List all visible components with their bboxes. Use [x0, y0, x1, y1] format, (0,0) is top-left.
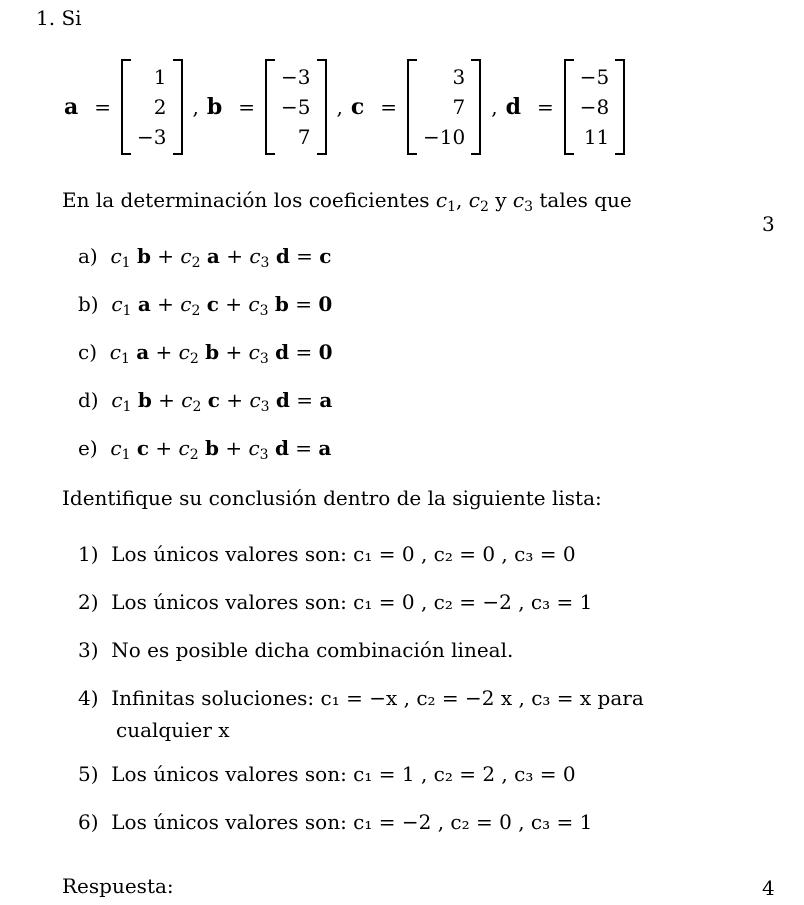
coef-index: 1 [122, 399, 132, 415]
equals-sign: = [288, 436, 319, 460]
conclusion-3 [78, 638, 513, 662]
coef-c3: c [512, 188, 525, 212]
coef-c2: c [468, 188, 480, 212]
coef-c1: c [435, 188, 448, 212]
plus-sign: + [150, 292, 181, 316]
coef-symbol: c [178, 340, 190, 364]
vector-label-b: b [206, 94, 223, 120]
coef-index: 1 [121, 255, 131, 271]
vector-symbol: d [275, 340, 290, 364]
equals-sign: = [288, 292, 319, 316]
option-marker: c) [78, 340, 98, 364]
instruction-text [62, 188, 632, 215]
instruction-pre: En la determinación los coeficientes [62, 188, 436, 212]
coef-index: 2 [192, 399, 202, 415]
vector-matrix-b [265, 59, 326, 155]
vector-symbol: a [136, 340, 150, 364]
equals-sign: = [537, 95, 554, 119]
coef-symbol: c [111, 388, 123, 412]
option-marker: e) [78, 436, 98, 460]
option-d [78, 388, 333, 415]
equals-sign: = [94, 95, 112, 119]
matrix-entry: 7 [297, 125, 311, 149]
coef-index: 3 [260, 255, 270, 271]
coef-symbol: c [249, 388, 261, 412]
conclusion-6 [78, 810, 592, 834]
plus-sign: + [150, 244, 181, 268]
coef-symbol: c [109, 340, 121, 364]
coef-symbol: c [180, 292, 192, 316]
coef-index: 2 [189, 351, 199, 367]
coef-symbol: c [111, 292, 123, 316]
rhs-symbol: a [318, 436, 332, 460]
rhs-symbol: 0 [318, 340, 333, 364]
plus-sign: + [149, 340, 179, 364]
coef-index: 3 [259, 447, 269, 463]
coef-index: 3 [259, 351, 269, 367]
instruction-post: tales que [533, 188, 632, 212]
matrix-entry: −5 [281, 95, 311, 119]
option-marker: b) [78, 292, 99, 316]
separator-comma: , [491, 95, 498, 119]
vector-symbol: d [274, 436, 289, 460]
vector-symbol: a [137, 292, 151, 316]
vector-symbol: a [206, 244, 220, 268]
vector-matrix-a [121, 59, 182, 155]
conclusion-marker: 4) [78, 686, 99, 710]
vector-symbol: b [137, 388, 152, 412]
coef-symbol: c [248, 436, 260, 460]
conclusion-prompt: Identifique su conclusión dentro de la siguiente lista: [62, 486, 602, 510]
matrix-entry: −5 [579, 65, 610, 89]
conclusion-4 [78, 686, 644, 710]
plus-sign: + [219, 388, 250, 412]
conclusion-marker: 6) [78, 810, 99, 834]
matrix-entry: 3 [452, 65, 466, 89]
vector-matrix-c [407, 59, 481, 155]
matrix-entry: 7 [452, 95, 466, 119]
equals-sign: = [289, 340, 319, 364]
vector-symbol: b [136, 244, 151, 268]
vector-symbol: d [275, 388, 290, 412]
question-number [36, 6, 82, 30]
coef-index: 2 [191, 303, 201, 319]
vector-label-a: a [64, 94, 79, 120]
coef-index: 2 [191, 255, 201, 271]
plus-sign: + [218, 436, 249, 460]
vector-label-d: d [505, 94, 522, 120]
equals-sign: = [238, 95, 256, 119]
conclusion-marker: 1) [78, 542, 99, 566]
coef-sub-2: 2 [479, 199, 489, 215]
rhs-symbol: a [319, 388, 333, 412]
conclusion-1 [78, 542, 576, 566]
conclusion-2 [78, 590, 592, 614]
conclusion-text: Los únicos valores son: c₁ = 0 , c₂ = −2 , c₃ = 1 [111, 590, 593, 614]
coef-symbol: c [178, 436, 190, 460]
vector-symbol: c [207, 388, 220, 412]
conclusion-text: Los únicos valores son: c₁ = −2 , c₂ = 0 , c₃ = 1 [111, 810, 593, 834]
matrix-entry: −3 [281, 65, 311, 89]
matrix-entry: 2 [153, 95, 167, 119]
coef-symbol: c [180, 244, 192, 268]
option-a [78, 244, 332, 271]
conclusion-text: Infinitas soluciones: c₁ = −x , c₂ = −2 x , c₃ = x para [111, 686, 644, 710]
matrix-entry: −8 [579, 95, 610, 119]
conclusion-text: No es posible dicha combinación lineal. [111, 638, 514, 662]
coef-symbol: c [110, 244, 122, 268]
plus-sign: + [219, 244, 250, 268]
option-marker: d) [78, 388, 99, 412]
coef-index: 3 [259, 303, 269, 319]
coef-symbol: c [248, 340, 260, 364]
vector-symbol: b [205, 436, 219, 460]
matrix-entry: 1 [153, 65, 167, 89]
plus-sign: + [151, 388, 182, 412]
vector-symbol: c [206, 292, 219, 316]
conclusion-marker: 3) [78, 638, 99, 662]
coef-symbol: c [110, 436, 122, 460]
vector-matrix-d [564, 59, 625, 155]
plus-sign: + [218, 292, 249, 316]
plus-sign: + [219, 340, 249, 364]
option-c [78, 340, 333, 367]
equals-sign: = [380, 95, 398, 119]
coef-symbol: c [248, 292, 260, 316]
coef-index: 1 [122, 303, 132, 319]
margin-note-bottom: 4 [762, 876, 775, 900]
coef-index: 3 [260, 399, 270, 415]
separator-comma: , [336, 95, 343, 119]
matrix-entry: −10 [423, 125, 466, 149]
coef-index: 1 [120, 351, 130, 367]
question-number-text: 1. [36, 6, 56, 30]
option-e [78, 436, 332, 463]
matrix-entry: 11 [583, 125, 610, 149]
matrix-entry: −3 [137, 125, 167, 149]
coef-sub-3: 3 [524, 199, 534, 215]
instruction-sep1: , [456, 188, 469, 212]
option-b [78, 292, 333, 319]
equals-sign: = [289, 388, 320, 412]
option-marker: a) [78, 244, 98, 268]
coef-index: 2 [189, 447, 199, 463]
conclusion-text: Los únicos valores son: c₁ = 0 , c₂ = 0 , c₃ = 0 [111, 542, 576, 566]
vector-symbol: c [136, 436, 150, 460]
conclusion-text: Los únicos valores son: c₁ = 1 , c₂ = 2 , c₃ = 0 [111, 762, 576, 786]
conclusion-marker: 2) [78, 590, 99, 614]
coef-sub-1: 1 [447, 199, 457, 215]
separator-comma: , [192, 95, 199, 119]
question-intro: Si [61, 6, 82, 30]
rhs-symbol: 0 [318, 292, 333, 316]
rhs-symbol: c [319, 244, 332, 268]
vector-symbol: d [275, 244, 290, 268]
answer-label: Respuesta: [62, 874, 174, 898]
vector-definitions [64, 52, 627, 162]
vector-symbol: b [274, 292, 289, 316]
conclusion-5 [78, 762, 576, 786]
conclusion-continuation: cualquier x [116, 718, 230, 742]
equals-sign: = [289, 244, 320, 268]
coef-symbol: c [181, 388, 193, 412]
plus-sign: + [149, 436, 179, 460]
coef-index: 1 [121, 447, 131, 463]
instruction-sep2: y [488, 188, 513, 212]
margin-note-top: 3 [762, 212, 775, 236]
vector-symbol: b [205, 340, 220, 364]
conclusion-marker: 5) [78, 762, 99, 786]
coef-symbol: c [249, 244, 261, 268]
vector-label-c: c [350, 94, 365, 120]
